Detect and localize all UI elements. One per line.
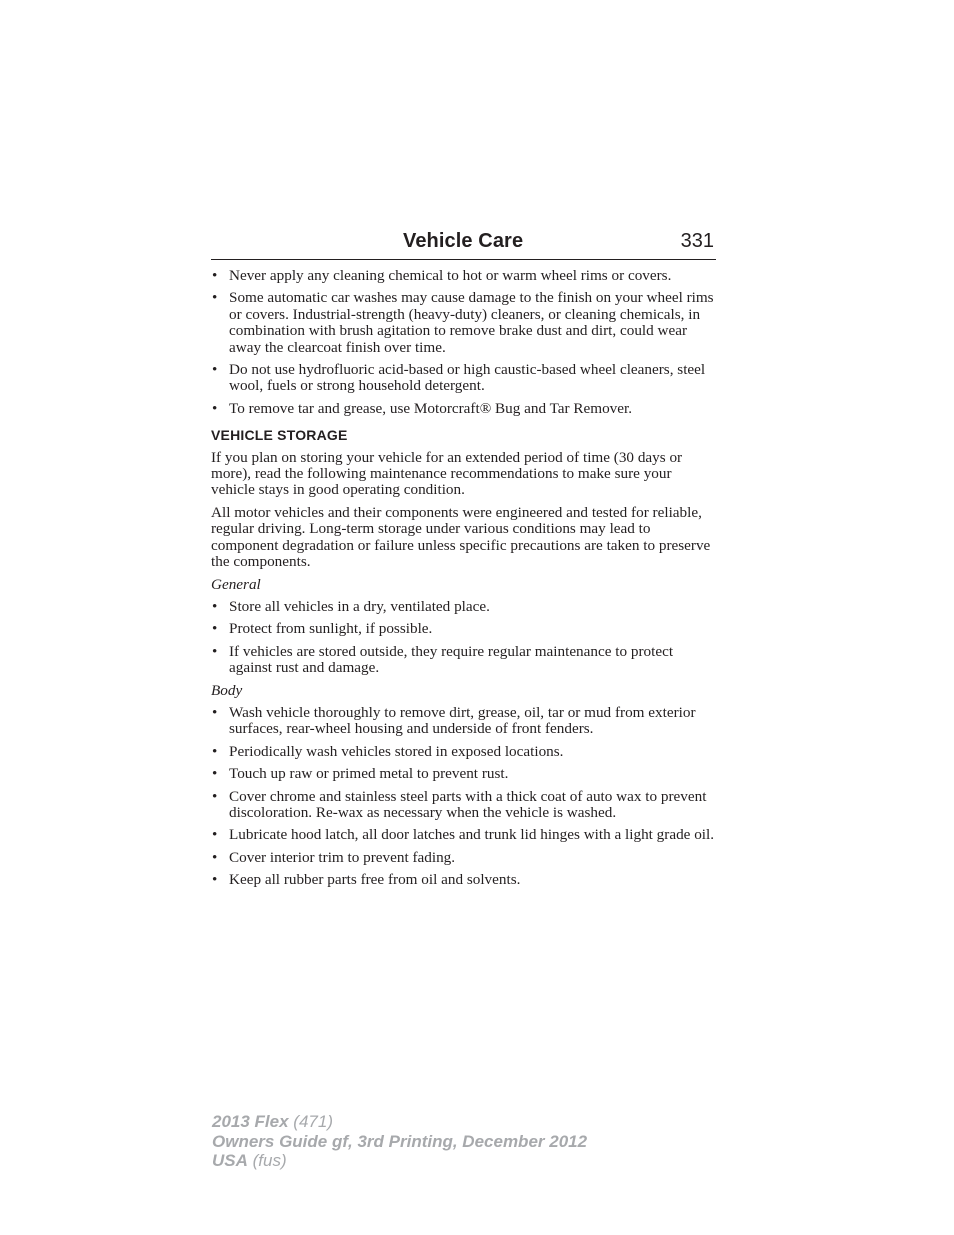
- list-item: • Periodically wash vehicles stored in exposed locations.: [212, 742, 564, 760]
- list-item: • Cover interior trim to prevent fading.: [212, 848, 456, 866]
- footer-market-line: [212, 1151, 587, 1171]
- footer-market: USA: [212, 1151, 248, 1170]
- body-storage-list: [211, 705, 716, 889]
- list-item: • To remove tar and grease, use Motorcraft® Bug and Tar Remover.: [212, 399, 633, 417]
- list-item: • Touch up raw or primed metal to prevent rust.: [212, 765, 509, 783]
- bullet-glyph: •: [212, 742, 218, 760]
- list-item: • Do not use hydrofluoric acid-based or high caustic-based wheel cleaners, steel wool, fuels or strong household detergent.: [212, 361, 706, 395]
- page-content: [211, 268, 716, 895]
- list-item: • Keep all rubber parts free from oil and solvents.: [212, 871, 521, 889]
- footer-model: 2013 Flex: [212, 1112, 289, 1131]
- storage-intro-paragraph: If you plan on storing your vehicle for an extended period of time (30 days or more), read the following maintenance recommendations to make sure your vehicle stays in good operating condition.: [211, 448, 683, 499]
- page-footer: [212, 1112, 587, 1171]
- storage-detail-paragraph: All motor vehicles and their components were engineered and tested for reliable, regular driving. Long-term storage under various conditions may lead to component degradation or failure unless specific precautions are taken to preserve the components.: [211, 503, 711, 571]
- list-item: • Protect from sunlight, if possible.: [212, 620, 433, 638]
- list-item: • Lubricate hood latch, all door latches and trunk lid hinges with a light grade oil.: [212, 826, 715, 844]
- bullet-glyph: •: [212, 620, 218, 638]
- bullet-glyph: •: [212, 703, 218, 721]
- bullet-glyph: •: [212, 289, 218, 307]
- list-item: • Store all vehicles in a dry, ventilated place.: [212, 597, 490, 615]
- bullet-glyph: •: [212, 826, 218, 844]
- general-subheading: General: [211, 575, 261, 593]
- list-item: • Wash vehicle thoroughly to remove dirt, grease, oil, tar or mud from exterior surfaces, rear-wheel housing and underside of front fenders.: [212, 703, 696, 738]
- footer-market-code: (fus): [252, 1151, 287, 1170]
- wheel-cleaning-list: [211, 268, 716, 417]
- list-item: • Cover chrome and stainless steel parts with a thick coat of auto wax to prevent discoloration. Re-wax as necessary when the vehicle is washed.: [212, 787, 707, 821]
- bullet-glyph: •: [212, 871, 218, 889]
- bullet-glyph: •: [212, 597, 218, 615]
- bullet-glyph: •: [212, 267, 218, 284]
- footer-guide: Owners Guide gf, 3rd Printing, December 2012: [212, 1131, 588, 1151]
- list-item: • Never apply any cleaning chemical to hot or warm wheel rims or covers.: [212, 267, 672, 284]
- bullet-glyph: •: [212, 765, 218, 783]
- bullet-glyph: •: [212, 787, 218, 805]
- footer-model-code: (471): [293, 1112, 333, 1131]
- footer-guide-line: [212, 1132, 587, 1152]
- bullet-glyph: •: [212, 399, 218, 417]
- bullet-glyph: •: [212, 848, 218, 866]
- body-subheading: Body: [211, 681, 243, 699]
- section-title: Vehicle Care: [403, 230, 524, 252]
- list-item: • If vehicles are stored outside, they require regular maintenance to protect against rust and damage.: [212, 642, 674, 677]
- list-item: • Some automatic car washes may cause damage to the finish on your wheel rims or covers. Industrial-strength (heavy-duty) cleaners, or cleaning chemicals, in combination with brush agitation to remove brake dust and dirt, could wear away the clearcoat finish over time.: [212, 289, 714, 356]
- page-header: [211, 229, 716, 260]
- bullet-glyph: •: [212, 361, 218, 379]
- vehicle-storage-heading: VEHICLE STORAGE: [211, 427, 348, 444]
- footer-model-line: [212, 1112, 587, 1132]
- bullet-glyph: •: [212, 642, 218, 660]
- page-number: 331: [680, 230, 714, 252]
- general-storage-list: [211, 599, 716, 677]
